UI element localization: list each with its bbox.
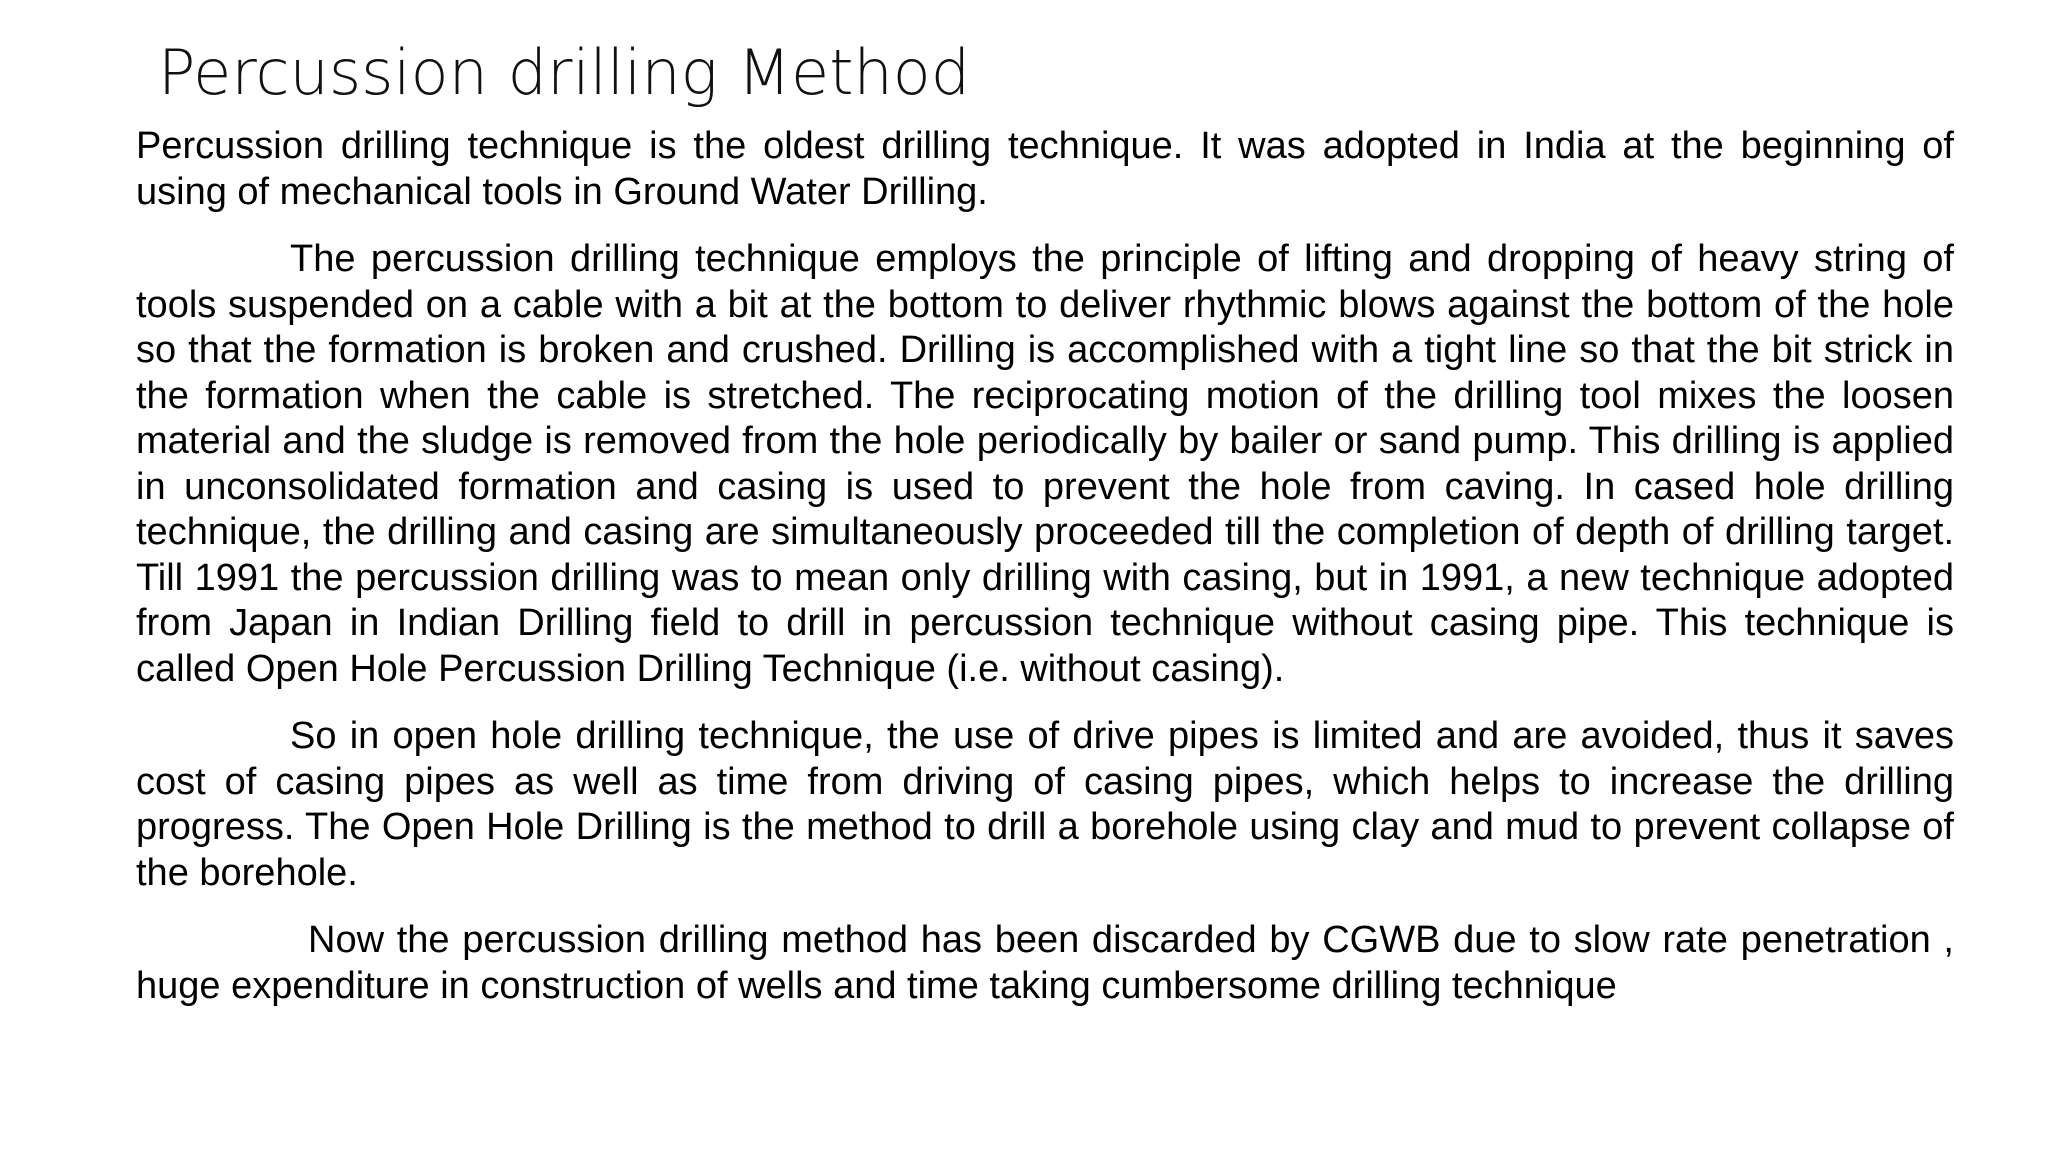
paragraph-discarded: Now the percussion drilling method has been discarded by CGWB due to slow rate penetration , huge expenditure in construction of wells and time taking cumbersome drilling technique <box>136 919 1954 1007</box>
slide-body <box>136 124 1954 1009</box>
paragraph-intro: Percussion drilling technique is the oldest drilling technique. It was adopted in India at the beginning of using of mechanical tools in Ground Water Drilling. <box>136 125 1954 213</box>
paragraph-open-hole: So in open hole drilling technique, the use of drive pipes is limited and are avoided, thus it saves cost of casing pipes as well as time from driving of casing pipes, which helps to increase the drilling progress. The Open Hole Drilling is the method to drill a borehole using clay and mud to prevent collapse of the borehole. <box>136 715 1954 894</box>
paragraph-technique: The percussion drilling technique employs the principle of lifting and dropping of heavy string of tools suspended on a cable with a bit at the bottom to deliver rhythmic blows against the bottom of the hole so that the formation is broken and crushed. Drilling is accomplished with a tight line so that the bit strick in the formation when the cable is stretched. The reciprocating motion of the drilling tool mixes the loosen material and the sludge is removed from the hole periodically by bailer or sand pump. This drilling is applied in unconsolidated formation and casing is used to prevent the hole from caving. In cased hole drilling technique, the drilling and casing are simultaneously proceeded till the completion of depth of drilling target. Till 1991 the percussion drilling was to mean only drilling with casing, but in 1991, a new technique adopted from Japan in Indian Drilling field to drill in percussion technique without casing pipe. This technique is called Open Hole Percussion Drilling Technique (i.e. without casing). <box>136 238 1954 690</box>
slide-title: Percussion drilling Method <box>158 36 971 109</box>
